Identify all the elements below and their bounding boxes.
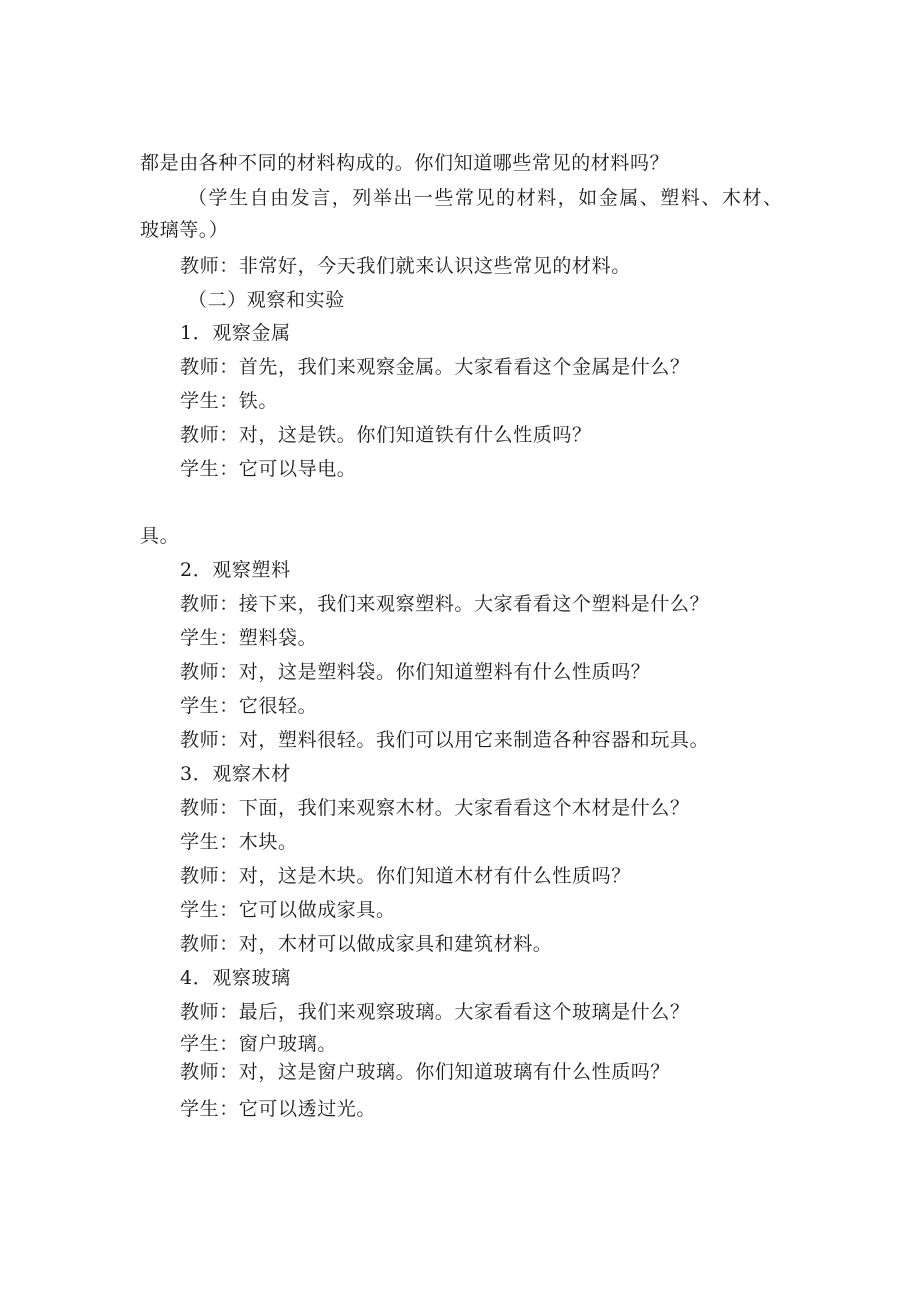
subsection-heading: 1．观察金属 <box>180 322 291 344</box>
dialogue-line: 教师：对，这是塑料袋。你们知道塑料有什么性质吗？ <box>180 661 651 683</box>
dialogue-line: 教师：接下来，我们来观察塑料。大家看看这个塑料是什么？ <box>180 593 710 615</box>
dialogue-line <box>180 491 822 515</box>
subsection-heading: 2．观察塑料 <box>180 559 291 581</box>
subsection-heading: 3．观察木材 <box>180 763 291 785</box>
dialogue-line: 学生：窗户玻璃。 <box>180 1033 337 1055</box>
paragraph-line: （学生自由发言，列举出一些常见的材料，如金属、塑料、木材、 <box>188 187 782 209</box>
dialogue-line: 学生：它可以导电。 <box>180 458 357 480</box>
dialogue-line: 教师：最后，我们来观察玻璃。大家看看这个玻璃是什么？ <box>180 1001 690 1023</box>
section-heading: （二）观察和实验 <box>188 289 345 311</box>
dialogue-line: 教师：对，这是铁。你们知道铁有什么性质吗？ <box>180 424 592 446</box>
dialogue-line: 学生：它很轻。 <box>180 695 318 717</box>
dialogue-line: 学生：塑料袋。 <box>180 627 318 649</box>
dialogue-line: 教师：对，这是木块。你们知道木材有什么性质吗？ <box>180 865 631 887</box>
dialogue-line: 学生：它可以透过光。 <box>180 1098 377 1120</box>
dialogue-line: 教师：下面，我们来观察木材。大家看看这个木材是什么？ <box>180 797 690 819</box>
dialogue-line: 教师：首先，我们来观察金属。大家看看这个金属是什么？ <box>180 356 690 378</box>
paragraph-line: 玻璃等。） <box>140 219 229 241</box>
paragraph-line: 都是由各种不同的材料构成的。你们知道哪些常见的材料吗？ <box>140 152 670 174</box>
dialogue-line <box>180 1133 822 1157</box>
dialogue-line: 学生：铁。 <box>180 390 279 412</box>
subsection-heading: 4．观察玻璃 <box>180 967 291 989</box>
dialogue-line: 教师：对，木材可以做成家具和建筑材料。 <box>180 933 553 955</box>
dialogue-line: 学生：木块。 <box>180 831 298 853</box>
dialogue-line: 学生：它可以做成家具。 <box>180 899 396 921</box>
paragraph-line <box>180 118 822 142</box>
dialogue-line: 教师：对，这是窗户玻璃。你们知道玻璃有什么性质吗？ <box>180 1061 671 1083</box>
dialogue-line: 具。 <box>140 525 180 547</box>
dialogue-line: 教师：对，塑料很轻。我们可以用它来制造各种容器和玩具。 <box>180 729 710 751</box>
paragraph-line: 教师：非常好，今天我们就来认识这些常见的材料。 <box>180 255 631 277</box>
